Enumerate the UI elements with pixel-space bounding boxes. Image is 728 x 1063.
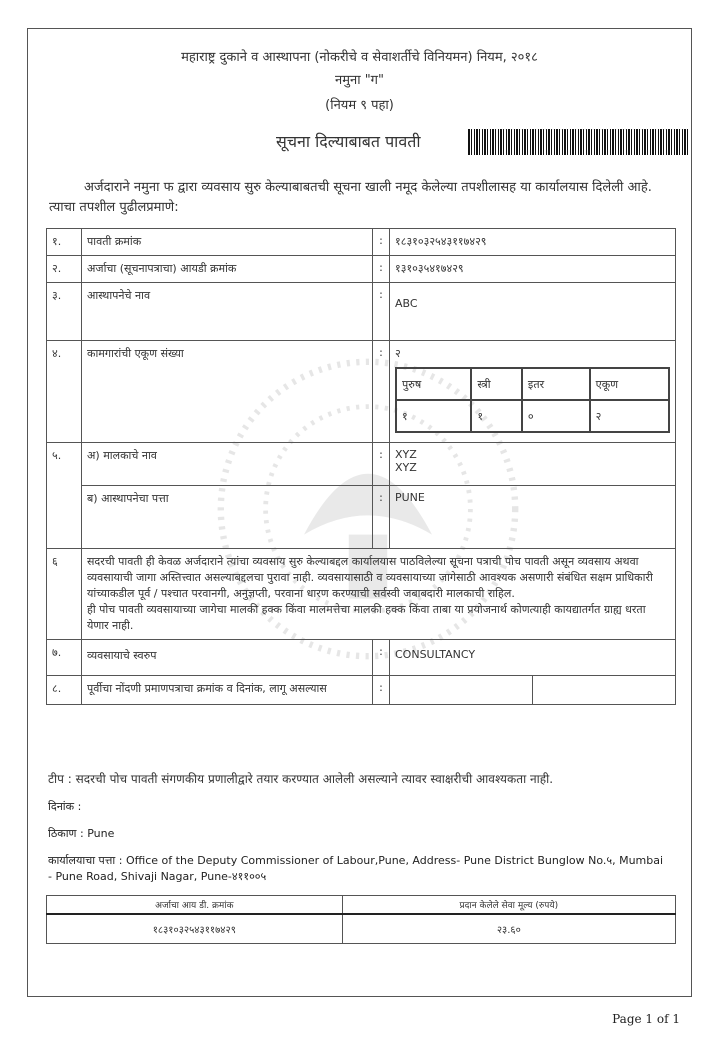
details-table (46, 228, 676, 705)
row-label: आस्थापनेचे नाव (82, 283, 373, 341)
table-row (47, 549, 676, 640)
receipt-page (27, 28, 692, 997)
total-workers: २ (395, 347, 401, 360)
page-number: Page 1 of 1 (612, 1012, 680, 1026)
row-separator: : (373, 341, 390, 443)
row-number: ४. (47, 341, 82, 443)
row-separator: : (373, 640, 390, 676)
application-id: १३१०३५४१७४२९ (390, 256, 676, 283)
fee-header-amount: प्रदान केलेले सेवा मूल्य (रुपये) (342, 896, 675, 915)
table-row (47, 229, 676, 256)
row-separator: : (373, 676, 390, 705)
row-number: ३. (47, 283, 82, 341)
act-title: महाराष्ट्र दुकाने व आस्थापना (नोकरीचे व सेवाशर्तीचे विनियमन) नियम, २०१८ (181, 50, 538, 65)
table-row (47, 341, 676, 443)
other-count: ० (522, 400, 590, 432)
establishment-address: PUNE (390, 486, 676, 549)
row-separator: : (373, 443, 390, 486)
place-label: ठिकाण : Pune (48, 827, 115, 840)
row-label: अर्जाचा (सूचनापत्राचा) आयडी क्रमांक (82, 256, 373, 283)
row-label: पावती क्रमांक (82, 229, 373, 256)
row-number: १. (47, 229, 82, 256)
row-separator: : (373, 283, 390, 341)
row-label: कामगारांची एकूण संख्या (82, 341, 373, 443)
receipt-number: १८३१०३२५४३११७४२९ (390, 229, 676, 256)
disclaimer-text: सदरची पावती ही केवळ अर्जदाराने त्यांचा व्यवसाय सुरु केल्याबद्दल कार्यालयास पाठविलेल्या सूचना पत्राची पोच पावती असून व्यवसाय अथवा व्यवसायाची जागा अस्तित्त्वात असल्याबद्दलचा पुरावा नाही. व्यवसायासाठी व व्यवसायाच्या जागेसाठी आवश्यक असणारी संबंधित सक्षम प्राधिकारी यांच्याकडील पूर्व / पश्चात परवानगी, अनुज्ञप्ती, परवाना धारण करण्याची सर्वस्वी जबाबदारी मालकाची राहिल. (87, 555, 653, 600)
office-address: Office of the Deputy Commissioner of Labour,Pune, Address- Pune District Bunglow No.५, Mumbai - Pune Road, Shivaji Nagar, Pune-४११००५ (48, 854, 664, 883)
disclaimer-text: ही पोच पावती व्यवसायाच्या जागेचा मालकी हक्क किंवा मालमत्तेचा मालकी हक्क किंवा ताबा या प्रयोजनार्थ कोणत्याही कायद्यातर्गत ग्राह्य धरता येणार नाही. (87, 603, 646, 632)
female-header: स्त्री (471, 368, 522, 400)
row-label: व्यवसायाचे स्वरुप (82, 640, 373, 676)
row-label: अ) मालकाचे नाव (82, 443, 373, 486)
office-label: कार्यालयाचा पत्ता : (48, 854, 123, 867)
fee-application-id: १८३१०३२५४३११७४२९ (47, 914, 343, 944)
fee-amount: २३.६० (342, 914, 675, 944)
document-title: सूचना दिल्याबाबत पावती (276, 132, 421, 151)
male-count: १ (396, 400, 471, 432)
intro-paragraph: अर्जदाराने नमुना फ द्वारा व्यवसाय सुरु केल्याबाबतची सूचना खाली नमूद केलेल्या तपशीलासह या कार्यालयास दिलेली आहे. त्याचा तपशील पुढीलप्रमाणे: (49, 180, 652, 215)
total-count: २ (590, 400, 669, 432)
table-row (47, 256, 676, 283)
rule-reference: (नियम ९ पहा) (325, 98, 394, 113)
row-number: ७. (47, 640, 82, 676)
row-number: २. (47, 256, 82, 283)
row-label: पूर्वीचा नोंदणी प्रमाणपत्राचा क्रमांक व दिनांक, लागू असल्यास (82, 676, 373, 705)
worker-count-cell (390, 341, 676, 443)
barcode (468, 129, 690, 155)
fee-table (46, 895, 676, 944)
owner-name: XYZ (395, 461, 417, 474)
female-count: १ (471, 400, 522, 432)
worker-breakdown-table (395, 367, 670, 433)
disclaimer-cell (82, 549, 676, 640)
row-separator: : (373, 486, 390, 549)
establishment-name: ABC (390, 283, 676, 341)
business-nature: CONSULTANCY (390, 640, 676, 676)
row-separator: : (373, 229, 390, 256)
row-number: ८. (47, 676, 82, 705)
row-separator: : (373, 256, 390, 283)
row-number: ५. (47, 443, 82, 549)
male-header: पुरुष (396, 368, 471, 400)
row-number: ६ (47, 549, 82, 640)
owner-name-cell (390, 443, 676, 486)
fee-header-id: अर्जाचा आय डी. क्रमांक (47, 896, 343, 915)
other-header: इतर (522, 368, 590, 400)
table-row (47, 676, 676, 705)
table-row (47, 640, 676, 676)
computer-generated-note: टीप : सदरची पोच पावती संगणकीय प्रणालीद्वारे तयार करण्यात आलेली असल्याने त्यावर स्वाक्षरीची आवश्यकता नाही. (48, 772, 554, 786)
table-row (47, 283, 676, 341)
row-label: ब) आस्थापनेचा पत्ता (82, 486, 373, 549)
table-row (47, 486, 676, 549)
owner-name: XYZ (395, 448, 417, 461)
previous-registration-cell (390, 676, 676, 705)
table-row (47, 443, 676, 486)
form-name: नमुना "ग" (335, 73, 384, 88)
total-header: एकूण (590, 368, 669, 400)
date-label: दिनांक : (48, 800, 82, 813)
office-address-block (48, 853, 668, 885)
